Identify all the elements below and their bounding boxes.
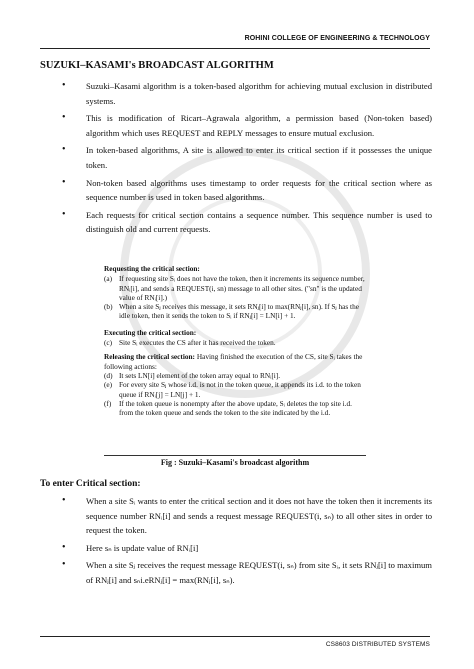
list-item: • This is modification of Ricart–Agrawala algorithm, a permission based (Non-token based) algorithm which uses REQUEST and REPLY messages to ensure mutual exclusion. [62, 112, 432, 138]
footer-rule [40, 636, 430, 637]
bullet-icon: • [62, 80, 66, 91]
list-item: • In token-based algorithms, A site is allowed to enter its critical section if it possesses the unique token. [62, 144, 432, 170]
list-item: • Here sₙ is update value of RNᵢ[i] [40, 541, 432, 556]
list-item: • Suzuki–Kasami algorithm is a token-based algorithm for achieving mutual exclusion in distributed systems. [62, 80, 432, 106]
executing-heading: Executing the critical section: [104, 327, 197, 337]
step-a: (a) If requesting site Sᵢ does not have the token, then it increments its sequence number, RNᵢ[i], and sends a REQUEST(i, sn) message to all other sites. ("sn" is the updated value of RNᵢ[i].) [104, 274, 365, 302]
releasing-paragraph: Releasing the critical section: Having finished the execution of the CS, site Sᵢ takes the following actions: [104, 352, 363, 371]
bullet-icon: • [62, 495, 66, 506]
section-heading: To enter Critical section: [40, 479, 141, 489]
list-item: • When a site Sⱼ receives the request message REQUEST(i, sₙ) from site Sᵢ, it sets RNⱼ[i] to maximum of RNⱼ[i] and sₙi.eRNⱼ[i] = max(RNⱼ[i], sₙ). [62, 559, 432, 585]
list-item: • Non-token based algorithms uses timestamp to order requests for the critical section where as sequence number is used in token based algorithms. [62, 176, 432, 203]
requesting-heading: Requesting the critical section: [104, 264, 200, 273]
page-title: SUZUKI–KASAMI's BROADCAST ALGORITHM [40, 60, 274, 71]
step-f: (f) If the token queue is nonempty after the above update, Sᵢ deletes the top site i.d. from the token queue and sends the token to the site indicated by the i.d. [104, 398, 353, 418]
bullet-icon: • [62, 208, 66, 220]
releasing-heading: Releasing the critical section: [104, 352, 195, 362]
enter-cs-bullet-list [40, 494, 432, 591]
list-item: • When a site Sᵢ wants to enter the critical section and it does not have the token then it increments its sequence number RNᵢ[i] and sends a request message REQUEST(i, sₙ) to all other sites in order to request the token. [62, 495, 432, 536]
bullet-icon: • [62, 541, 66, 553]
header-rule [40, 48, 430, 49]
bullet-icon: • [62, 112, 66, 124]
step-d: (d) It sets LN[i] element of the token array equal to RNᵢ[i]. [104, 370, 281, 380]
step-b: (b) When a site Sⱼ receives this message, it sets RNⱼ[i] to max(RNⱼ[i], sn). If Sⱼ has the idle token, then it sends the token to Sᵢ if RNⱼ[i] = LN[i] + 1. [104, 302, 359, 321]
figure-caption: Fig : Suzuki–Kasami's broadcast algorithm [104, 455, 366, 467]
step-c: (c) Site Sᵢ executes the CS after it has received the token. [104, 338, 276, 348]
step-e: (e) For every site Sⱼ whose i.d. is not in the token queue, it appends its i.d. to the token queue if RNᵢ[j] = LN[j] + 1. [104, 380, 361, 399]
footer-course: CS8603 DISTRIBUTED SYSTEMS [325, 641, 430, 648]
bullet-icon: • [62, 559, 66, 571]
algorithm-figure [104, 262, 366, 417]
intro-bullet-list [40, 79, 432, 240]
list-item: • Each requests for critical section contains a sequence number. This sequence number is used to distinguish old and current requests. [62, 208, 432, 235]
bullet-icon: • [62, 176, 66, 188]
bullet-icon: • [62, 144, 66, 156]
header-institution: ROHINI COLLEGE OF ENGINEERING & TECHNOLOGY [244, 35, 430, 42]
